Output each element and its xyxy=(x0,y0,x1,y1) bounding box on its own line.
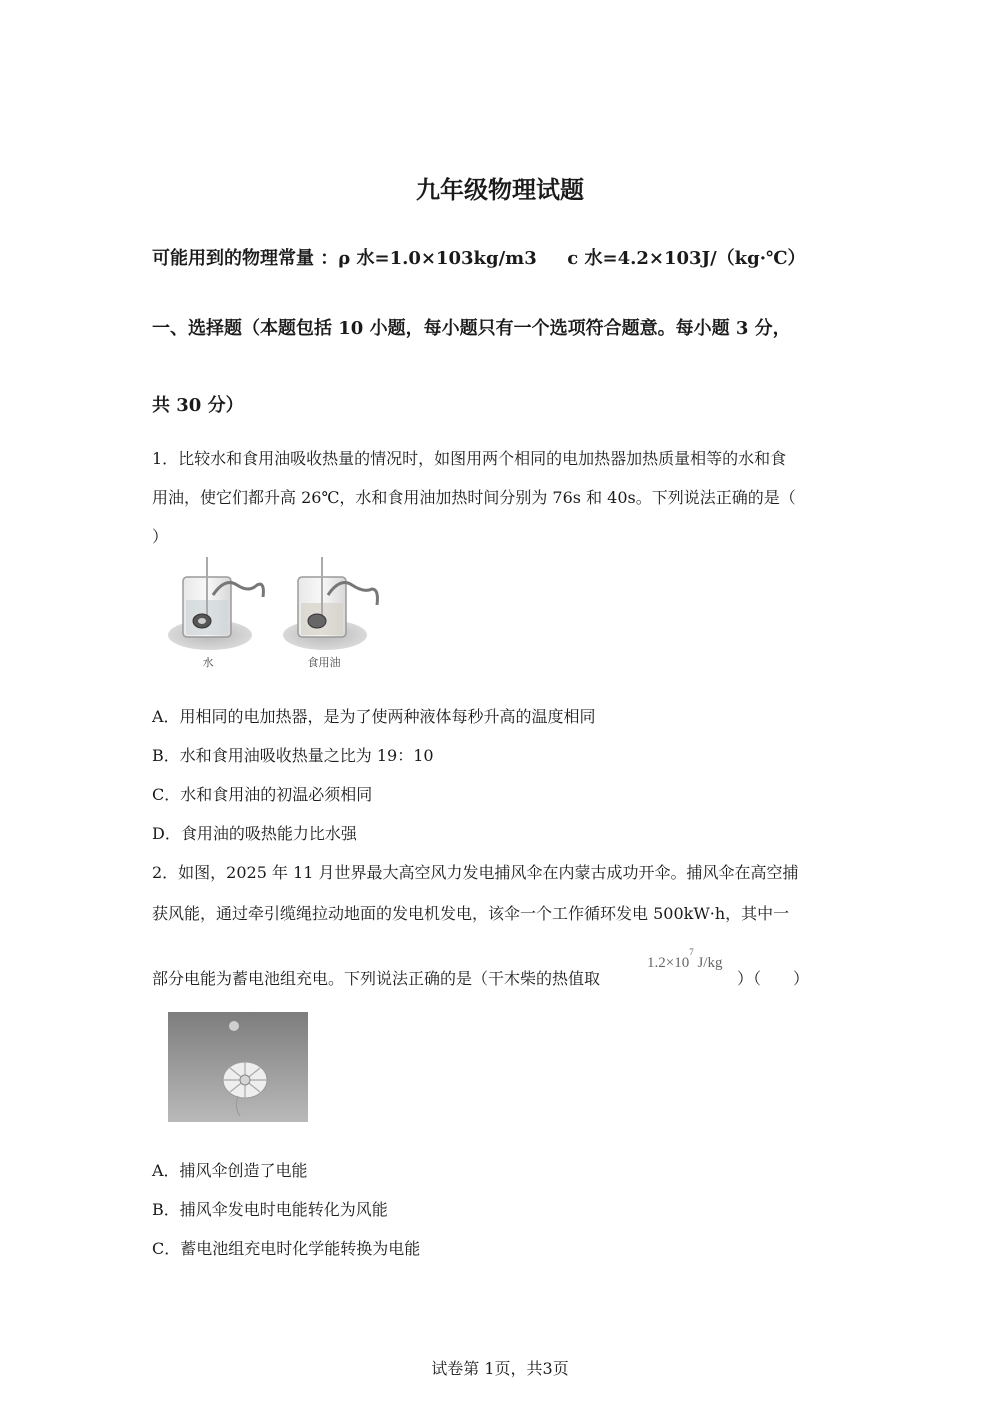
section-heading-line1: 一、选择题（本题包括 10 小题，每小题只有一个选项符合题意。每小题 3 分， xyxy=(152,318,791,339)
q1-option-d: D．食用油的吸热能力比水强 xyxy=(152,824,357,843)
q1-text-line1: 1．比较水和食用油吸收热量的情况时，如图用两个相同的电加热器加热质量相等的水和食 xyxy=(152,449,787,468)
q1-text-line3: ） xyxy=(152,527,169,546)
oil-beaker xyxy=(283,557,377,650)
q1-text-line2: 用油，使它们都升高 26℃，水和食用油加热时间分别为 76s 和 40s。下列说法正确的是（ xyxy=(152,488,796,507)
formula-unit: J/kg xyxy=(693,955,723,971)
q2-option-b: B．捕风伞发电时电能转化为风能 xyxy=(152,1200,388,1219)
formula-base: 1.2×10 xyxy=(647,955,690,971)
oil-label: 食用油 xyxy=(307,656,341,669)
q2-text-line2: 获风能，通过牵引缆绳拉动地面的发电机发电，该伞一个工作循环发电 500kW·h，其中一 xyxy=(152,904,790,923)
q2-option-c: C．蓄电池组充电时化学能转换为电能 xyxy=(152,1239,421,1258)
water-beaker xyxy=(168,557,263,650)
page-footer: 试卷第 1页，共3页 xyxy=(431,1359,569,1378)
physics-constants: 可能用到的物理常量 ：ρ 水=1.0×103kg/m3 c 水=4.2×103J/（kg·℃） xyxy=(152,248,806,269)
q1-option-b: B．水和食用油吸收热量之比为 19：10 xyxy=(152,746,434,765)
water-label: 水 xyxy=(202,656,214,669)
q2-text-line1: 2．如图，2025 年 11 月世界最大高空风力发电捕风伞在内蒙古成功开伞。捕风伞在高空捕 xyxy=(152,863,799,882)
q2-option-a: A．捕风伞创造了电能 xyxy=(152,1161,308,1180)
beakers-figure xyxy=(165,555,385,673)
wind-umbrella-photo xyxy=(168,1012,308,1122)
formula-exponent: 7 xyxy=(689,947,694,957)
page-title: 九年级物理试题 xyxy=(416,175,584,204)
heat-value-formula xyxy=(647,947,723,972)
q1-option-a: A．用相同的电加热器，是为了使两种液体每秒升高的温度相同 xyxy=(152,707,596,726)
section-heading-line2: 共 30 分） xyxy=(152,395,244,416)
q2-text-line3-prefix: 部分电能为蓄电池组充电。下列说法正确的是（干木柴的热值取 xyxy=(152,969,601,988)
q2-text-line3-suffix: ）（ ） xyxy=(737,969,810,988)
q1-option-c: C．水和食用油的初温必须相同 xyxy=(152,785,373,804)
